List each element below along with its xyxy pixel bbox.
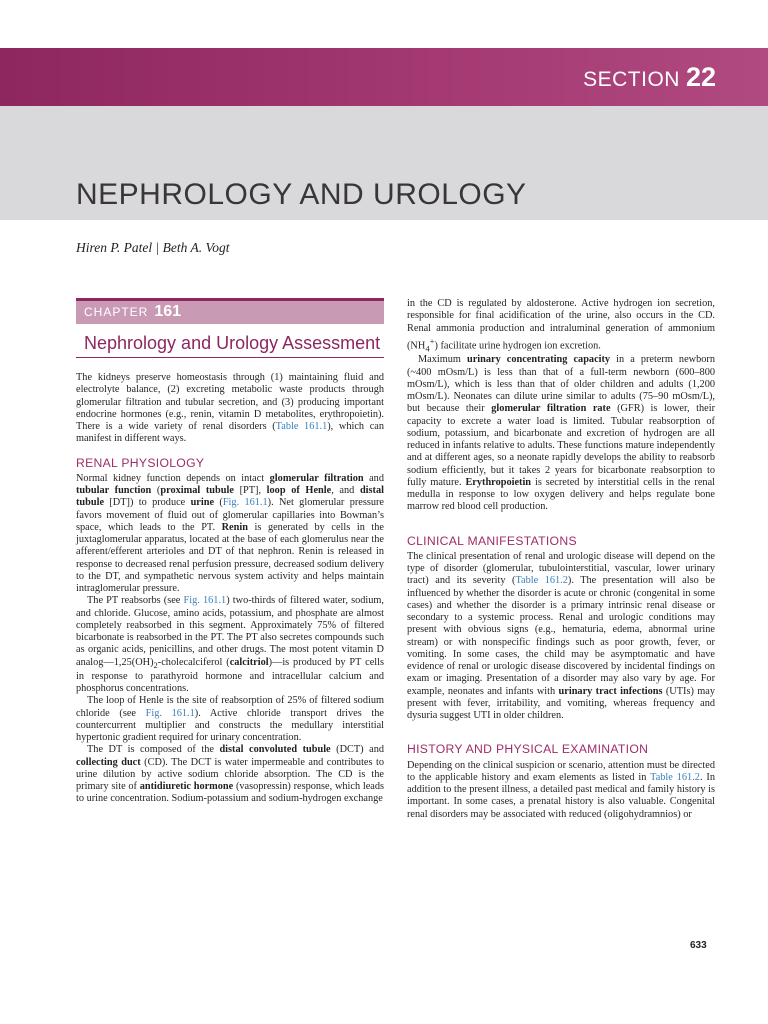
text-run: Normal kidney function depends on intact <box>76 472 270 484</box>
authors: Hiren P. Patel | Beth A. Vogt <box>76 240 230 255</box>
text-run: The kidneys preserve homeostasis through (1) maintaining fluid and electrolyte balance, (2) excreting metabolic waste products through glomerular filtration and tubular secretion, and (3) producing important endocrine hormones (e.g., renin, vitamin D metabolites, erythropoietin). There is a wide variety of renal disorders ( <box>76 372 384 432</box>
text-run: . In addition to the present illness, a detailed past medical and family history is important. In some cases, a prenatal history is also valuable. Congenital renal disorders may be associated with reduced (oligohydramnios) or <box>407 771 716 820</box>
text-run: ( <box>151 485 161 496</box>
text-run: (UTIs) may present with fever, irritability, and vomiting, whereas frequency and dysuria suggest UTI in older children. <box>407 685 715 722</box>
paragraph <box>407 354 715 513</box>
cross-reference-link[interactable]: Fig. 161.1 <box>222 497 268 509</box>
chapter-title-rule <box>76 357 384 358</box>
text-run: The loop of Henle is the site of reabsorption of 25% of filtered sodium chloride (see <box>76 695 384 719</box>
text-run: in the CD is regulated by aldosterone. Active hydrogen ion secretion, responsible for final acidification of the urine, also occurs in the CD. Renal ammonia production and intraluminal generation of ammonium (NH <box>407 298 715 352</box>
chapter-number: 161 <box>154 303 182 321</box>
bold-term: loop of Henle <box>266 485 332 496</box>
cross-reference-link[interactable]: Fig. 161.1 <box>145 707 195 719</box>
bold-term: collecting duct <box>76 756 141 768</box>
text-run: [DT]) to produce <box>104 497 191 509</box>
heading-history-physical: HISTORY AND PHYSICAL EXAMINATION <box>407 742 649 757</box>
left-column <box>76 298 384 806</box>
paragraph <box>407 760 715 821</box>
bold-term: distal convoluted tubule <box>219 744 331 756</box>
text-run: Depending on the clinical suspicion or scenario, attention must be directed to the applicable history and exam elements as listed in <box>407 759 715 783</box>
chapter-title: Nephrology and Urology Assessment <box>84 333 381 353</box>
bold-term: Erythropoietin <box>465 476 532 488</box>
subscript: 4 <box>425 343 430 354</box>
cross-reference-link[interactable]: Fig. 161.1 <box>183 595 227 607</box>
page-number: 633 <box>690 940 707 951</box>
bold-term: urinary concentrating capacity <box>466 354 611 366</box>
cross-reference-link[interactable]: Table 161.1 <box>275 421 328 432</box>
text-run: (GFR) is lower, their capacity to excrete a water load is limited. Tubular reabsorption of sodium, potassium, and bicarbonate and excretion of hydrogen are all reduced in infants relative to adults. These functions mature independently and at different ages, so a neonate rapidly develops the ability to reabsorb sodium efficiently, but it takes 2 years for bicarbonate reabsorption to fully mature. <box>407 403 716 488</box>
section-label <box>583 62 716 93</box>
chapter-word: CHAPTER <box>84 305 149 320</box>
text-run: (DCT) and <box>330 744 384 756</box>
text-run: The DT is composed of the <box>87 744 220 756</box>
text-run: and <box>363 472 384 484</box>
paragraph <box>407 298 715 354</box>
bold-term: urine <box>190 497 215 509</box>
subscript: 2 <box>153 659 158 670</box>
heading-clinical-manifestations: CLINICAL MANIFESTATIONS <box>407 533 577 548</box>
text-run: -cholecalciferol ( <box>157 656 230 668</box>
text-run: ). The presentation will also be influenced by whether the disorder is acute or chronic (congenital in some cases) and whether the disorder is a primary intrinsic renal disease or secondary to a systemic process. Renal and urologic conditions may present with obvious signs (e.g., hematuria, edema, abnormal urine stream) or with nonspecific findings such as poor growth, fever, or vomiting. In some cases, the child may be asymptomatic and have evidence of renal or urologic disease discovered by incidental findings on exam or imaging. Presentation of a disorder may also vary by age. For example, neonates and infants with <box>407 575 716 697</box>
bold-term: glomerular filtration <box>269 472 364 484</box>
text-run: ) two-thirds of filtered water, sodium, and chloride. Glucose, amino acids, potassium, and phosphate are almost completely reabsorbed in this segment. Approximately 75% of filtered bicarbonate is reabsorbed in the PT. The PT also secretes compounds such as organic acids, penicillins, and other drugs. The most potent vitamin D analog—1,25(OH) <box>76 595 384 668</box>
text-run: is generated by cells in the juxtaglomerular apparatus, located at the base of each glomerulus near the afferent/efferent arterioles and DT of that nephron. Renin is released in response to decreased renal perfusion pressure, decreased sodium delivery to the DT, and sympathetic nervous system activity and helps maintain intraglomerular pressure. <box>76 521 384 594</box>
right-column <box>407 298 715 821</box>
text-run: ( <box>214 497 223 509</box>
bold-term: calcitriol <box>229 656 269 668</box>
paragraph <box>76 744 384 805</box>
bold-term: proximal tubule <box>160 485 234 496</box>
text-run: Maximum <box>418 354 467 366</box>
paragraph <box>407 551 715 723</box>
text-run: ), which can manifest in different ways. <box>76 421 385 445</box>
section-number: 22 <box>685 62 716 92</box>
text-run: ). Active chloride transport drives the countercurrent multiplier and constructs the medullary interstitial hypertonic gradient required for urinary concentration. <box>76 707 384 744</box>
text-run: in a preterm newborn (~400 mOsm/L) is less than that of a full-term newborn (600–800 mOsm/L), which is less than that of older children and adults (1,200 mOsm/L). Neonates can dilute urine similar to adults (75–90 mOsm/L), but because their <box>407 354 715 415</box>
intro-paragraph <box>76 372 384 446</box>
text-run: (CD). The DCT is water impermeable and contributes to urine dilution by active sodium chloride absorption. The CD is the primary site of <box>76 756 384 793</box>
page-title: NEPHROLOGY AND UROLOGY <box>76 178 527 211</box>
cross-reference-link[interactable]: Table 161.2 <box>515 575 568 587</box>
bold-term: antidiuretic hormone <box>139 781 234 793</box>
bold-term: distal tubule <box>76 485 384 509</box>
text-run: ) facilitate urine hydrogen ion excretion. <box>434 340 601 352</box>
section-word: SECTION <box>583 68 680 91</box>
paragraph <box>76 695 384 744</box>
cross-reference-link[interactable]: Table 161.2 <box>650 771 700 783</box>
paragraph <box>76 473 384 596</box>
text-run: )—is produced by PT cells in response to parathyroid hormone and intracellular calcium and phosphorus concentrations. <box>76 656 384 695</box>
bold-term: urinary tract infections <box>558 685 663 697</box>
bold-term: glomerular filtration rate <box>491 403 611 415</box>
bold-term: Renin <box>221 521 248 533</box>
text-run: (vasopressin) response, which leads to urine concentration. Sodium-potassium and sodium-hydrogen exchange <box>76 781 385 805</box>
text-run: ). Net glomerular pressure favors movement of fluid out of glomerular capillaries into Bowman’s space, which leads to the PT. <box>76 497 384 533</box>
chapter-box <box>76 301 384 324</box>
text-run: The PT reabsorbs (see <box>87 595 184 607</box>
text-run: The clinical presentation of renal and urologic disease will depend on the type of disorder (glomerular, tubulointerstitial, vascular, lower urinary tract) and its severity ( <box>407 550 715 587</box>
bold-term: tubular function <box>76 485 152 496</box>
heading-renal-physiology: RENAL PHYSIOLOGY <box>76 455 205 470</box>
superscript: + <box>429 335 435 346</box>
text-run: , and <box>331 485 360 496</box>
paragraph <box>76 595 384 695</box>
text-run: [PT], <box>233 485 267 496</box>
text-run: is secreted by interstitial cells in the renal medulla in response to low oxygen delivery and helps regulate bone marrow red blood cell production. <box>407 476 715 513</box>
